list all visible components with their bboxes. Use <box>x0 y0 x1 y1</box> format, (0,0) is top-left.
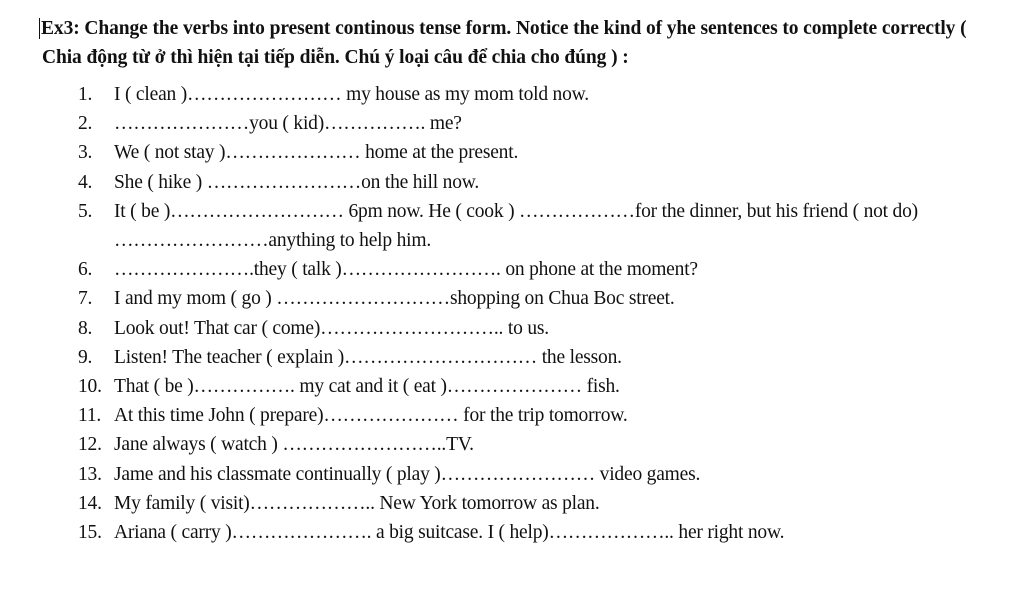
item-number: 5. <box>78 200 93 222</box>
item-sentence: Jame and his classmate continually ( play )…………………… video games. <box>114 463 701 485</box>
exercise-list <box>42 80 984 547</box>
item-number: 1. <box>78 84 93 105</box>
item-sentence: We ( not stay )………………… home at the present. <box>114 142 519 164</box>
item-sentence: I and my mom ( go ) ………………………shopping on Chua Boc street. <box>114 288 675 310</box>
item-number: 15. <box>78 522 102 544</box>
item-number: 14. <box>78 492 102 514</box>
list-item <box>42 489 984 518</box>
list-item <box>42 138 984 167</box>
item-number: 2. <box>78 113 93 135</box>
heading-prefix: E <box>41 18 54 39</box>
item-sentence: That ( be )……………. my cat and it ( eat )………………… fish. <box>114 376 620 398</box>
item-sentence: At this time John ( prepare)………………… for the trip tomorrow. <box>114 405 628 427</box>
item-sentence: ………………….they ( talk )……………………. on phone at the moment? <box>114 259 698 281</box>
item-number: 11. <box>78 405 102 427</box>
item-sentence: My family ( visit)……………….. New York tomorrow as plan. <box>114 492 600 514</box>
item-number: 6. <box>78 259 93 281</box>
item-number: 7. <box>78 288 93 310</box>
list-item <box>42 460 984 489</box>
item-number: 8. <box>78 317 93 339</box>
item-sentence: It ( be )……………………… 6pm now. He ( cook ) ………………for the dinner, but his friend ( not do) ……………………anything to help him. <box>114 200 918 252</box>
list-item <box>42 343 984 372</box>
item-number: 10. <box>78 376 102 398</box>
list-item <box>42 255 984 284</box>
item-number: 9. <box>78 346 93 368</box>
heading-text: x3: Change the verbs into present continous tense form. Notice the kind of yhe sentences to complete correctly ( Chia động từ ở thì hiện tại tiếp diễn. Chú ý loại câu để chia cho đúng ) : <box>42 18 967 68</box>
list-item <box>42 80 984 109</box>
exercise-heading <box>42 14 984 72</box>
item-sentence: Jane always ( watch ) ……………………..TV. <box>114 434 474 456</box>
list-item <box>42 314 984 343</box>
item-number: 12. <box>78 434 102 456</box>
list-item <box>42 197 984 255</box>
list-item <box>42 401 984 430</box>
item-sentence: I ( clean )…………………… my house as my mom told now. <box>114 84 589 105</box>
item-number: 13. <box>78 463 102 485</box>
list-item <box>42 284 984 313</box>
item-number: 3. <box>78 142 93 164</box>
item-number: 4. <box>78 171 93 193</box>
item-sentence: Ariana ( carry )…………………. a big suitcase. I ( help)……………….. her right now. <box>114 522 785 544</box>
list-item <box>42 109 984 138</box>
list-item <box>42 430 984 459</box>
list-item <box>42 168 984 197</box>
item-sentence: Look out! That car ( come)……………………….. to us. <box>114 317 549 339</box>
item-sentence: …………………you ( kid)……………. me? <box>114 113 462 135</box>
list-item <box>42 518 984 547</box>
list-item <box>42 372 984 401</box>
item-sentence: Listen! The teacher ( explain )………………………… the lesson. <box>114 346 622 368</box>
item-sentence: She ( hike ) ……………………on the hill now. <box>114 171 480 193</box>
